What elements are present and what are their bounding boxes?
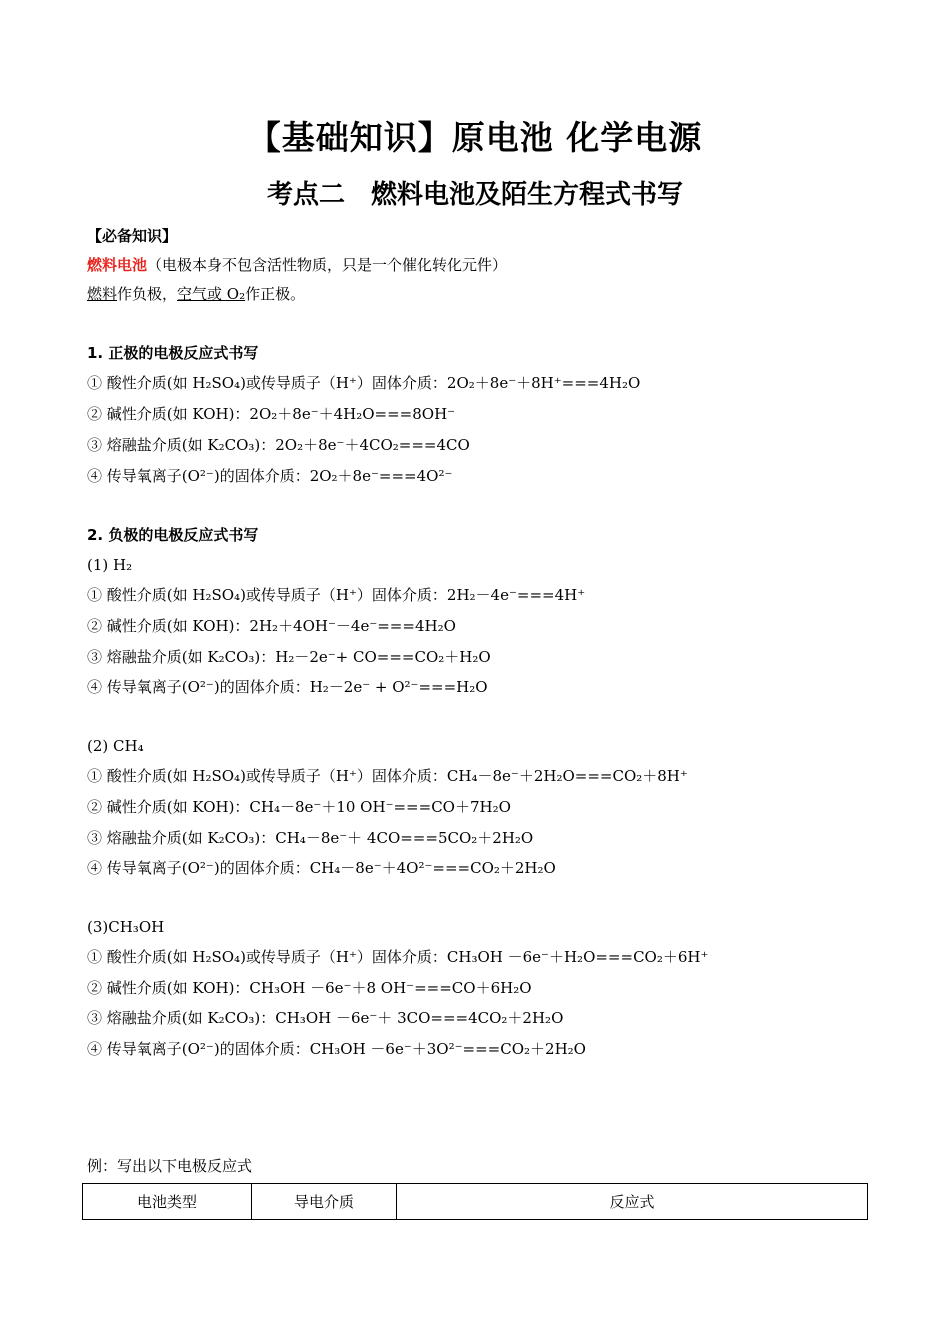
ch3oh-molten: ③ 熔融盐介质(如 K₂CO₃)：CH₃OH －6e⁻＋ 3CO===4CO₂＋2H₂O: [87, 1009, 564, 1027]
h2-basic: ② 碱性介质(如 KOH)：2H₂＋4OH⁻－4e⁻===4H₂O: [87, 617, 456, 635]
col-cell-type: 电池类型: [83, 1184, 252, 1220]
ch4-basic: ② 碱性介质(如 KOH)：CH₄－8e⁻＋10 OH⁻===CO＋7H₂O: [87, 798, 511, 816]
example-table: [82, 1183, 868, 1220]
page-title: 【基础知识】原电池 化学电源: [247, 118, 703, 157]
oxidant-term: 空气或 O₂: [177, 285, 246, 303]
ch3oh-acidic: ① 酸性介质(如 H₂SO₄)或传导质子（H⁺）固体介质：CH₃OH －6e⁻＋H₂O===CO₂＋6H⁺: [87, 948, 709, 966]
h2-acidic: ① 酸性介质(如 H₂SO₄)或传导质子（H⁺）固体介质：2H₂－4e⁻===4H⁺: [87, 586, 586, 604]
positive-text: 作正极。: [245, 285, 306, 303]
cathode-molten: ③ 熔融盐介质(如 K₂CO₃)：2O₂＋8e⁻＋4CO₂===4CO: [87, 436, 470, 454]
negative-text: 作负极，: [117, 285, 178, 303]
section1-heading: 1. 正极的电极反应式书写: [87, 344, 259, 362]
example-prompt: 例：写出以下电极反应式: [87, 1157, 253, 1175]
h2-label: (1) H₂: [87, 556, 133, 574]
col-medium: 导电介质: [252, 1184, 397, 1220]
ch4-label: (2) CH₄: [87, 737, 144, 755]
fuel-term: 燃料: [87, 285, 118, 303]
fuel-cell-desc: （电极本身不包含活性物质，只是一个催化转化元件）: [147, 256, 508, 274]
ch4-oxide: ④ 传导氧离子(O²⁻)的固体介质：CH₄－8e⁻＋4O²⁻===CO₂＋2H₂O: [87, 859, 556, 877]
ch4-acidic: ① 酸性介质(如 H₂SO₄)或传导质子（H⁺）固体介质：CH₄－8e⁻＋2H₂O===CO₂＋8H⁺: [87, 767, 688, 785]
page-subtitle: 考点二 燃料电池及陌生方程式书写: [266, 180, 683, 210]
h2-molten: ③ 熔融盐介质(如 K₂CO₃)：H₂－2e⁻+ CO===CO₂＋H₂O: [87, 648, 491, 666]
intro-line-1: [87, 255, 507, 275]
section2-heading: 2. 负极的电极反应式书写: [87, 526, 259, 544]
ch3oh-basic: ② 碱性介质(如 KOH)：CH₃OH －6e⁻＋8 OH⁻===CO＋6H₂O: [87, 979, 532, 997]
h2-oxide: ④ 传导氧离子(O²⁻)的固体介质：H₂－2e⁻ + O²⁻===H₂O: [87, 678, 488, 696]
col-reaction: 反应式: [397, 1184, 868, 1220]
cathode-basic: ② 碱性介质(如 KOH)：2O₂＋8e⁻＋4H₂O===8OH⁻: [87, 405, 456, 423]
fuel-cell-term: 燃料电池: [87, 256, 148, 274]
ch4-molten: ③ 熔融盐介质(如 K₂CO₃)：CH₄－8e⁻＋ 4CO===5CO₂＋2H₂O: [87, 829, 534, 847]
cathode-oxide: ④ 传导氧离子(O²⁻)的固体介质：2O₂＋8e⁻===4O²⁻: [87, 467, 453, 485]
cathode-acidic: ① 酸性介质(如 H₂SO₄)或传导质子（H⁺）固体介质：2O₂＋8e⁻＋8H⁺===4H₂O: [87, 374, 641, 392]
ch3oh-oxide: ④ 传导氧离子(O²⁻)的固体介质：CH₃OH －6e⁻＋3O²⁻===CO₂＋2H₂O: [87, 1040, 586, 1058]
table-header-row: [83, 1184, 868, 1220]
ch3oh-label: (3)CH₃OH: [87, 918, 165, 936]
section-header: 【必备知识】: [87, 227, 178, 245]
intro-line-2: [87, 284, 305, 304]
